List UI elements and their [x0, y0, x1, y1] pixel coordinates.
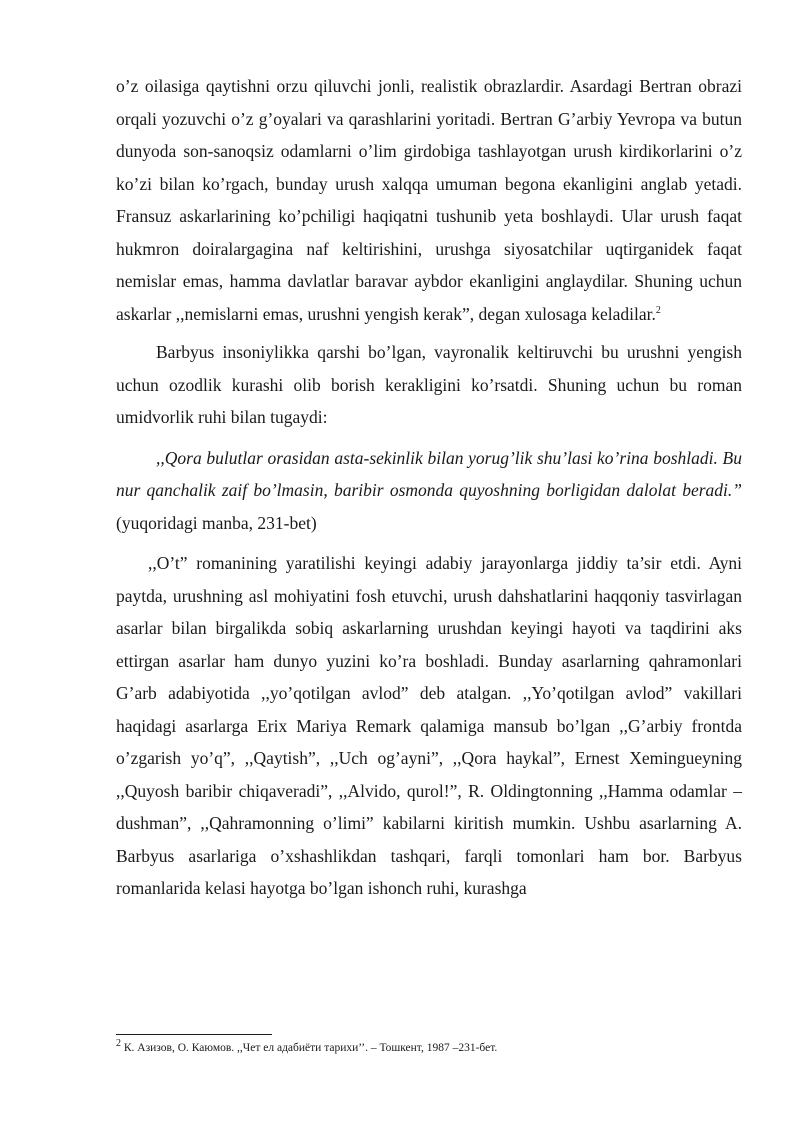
- footnote-separator: [116, 1034, 272, 1035]
- body-text: [116, 70, 742, 905]
- paragraph-2: Barbyus insoniylikka qarshi bo’lgan, vayronalik keltiruvchi bu urushni yengish uchun ozodlik kurashi olib borish kerakligini ko’rsatdi. Shuning uchun bu roman umidvorlik ruhi bilan tugaydi:: [116, 342, 742, 427]
- quote-paragraph: [116, 442, 742, 540]
- paragraph-1-text: o’z oilasiga qaytishni orzu qiluvchi jonli, realistik obrazlardir. Asardagi Bertran obrazi orqali yozuvchi o’z g’oyalari va qarashlarini yoritadi. Bertran G’arbiy Yevropa va butun dunyoda son-sanoqsiz odamlarni o’lim girdobiga tashlayotgan urush kirdikorlarini o’z ko’zi bilan ko’rgach, bunday urush xalqqa umuman begona ekanligini anglab yetadi. Fransuz askarlarining ko’pchiligi haqiqatni tushunib yeta boshlaydi. Ular urush faqat hukmron doiralargagina naf keltirishini, urushga siyosatchilar uqtirganidek faqat nemislar emas, hamma davlatlar baravar aybdor ekanligini anglaydilar. Shuning uchun askarlar ,,nemislarni emas, urushni yengish kerak”, degan xulosaga keladilar.: [116, 76, 742, 324]
- footnote: [116, 1038, 742, 1055]
- quote-text: ,,Qora bulutlar orasidan asta-sekinlik bilan yorug’lik shu’lasi ko’rina boshladi. Bu nur qanchalik zaif bo’lmasin, baribir osmonda quyoshning borligidan dalolat beradi.”: [116, 447, 742, 500]
- paragraph-4: ,,O’t” romanining yaratilishi keyingi adabiy jarayonlarga jiddiy ta’sir etdi. Ayni paytda, urushning asl mohiyatini fosh etuvchi, urush dahshatlarini haqqoniy tasvirlagan asarlar bilan birgalikda sobiq askarlarning urushdan keyingi hayoti va taqdirini aks ettirgan asarlar ham dunyo yuzini ko’ra boshladi. Bunday asarlarning qahramonlari G’arb adabiyotida ,,yo’qotilgan avlod” deb atalgan. ,,Yo’qotilgan avlod” vakillari haqidagi asarlarga Erix Mariya Remark qalamiga mansub bo’lgan ,,G’arbiy frontda o’zgarish yo’q”, ,,Qaytish”, ,,Uch og’ayni”, ,,Qora haykal”, Ernest Xemingueyning ,,Quyosh baribir chiqaveradi”, ,,Alvido, qurol!”, R. Oldingtonning ,,Hamma odamlar – dushman”, ,,Qahramonning o’limi” kabilarni kiritish mumkin. Ushbu asarlarning A. Barbyus asarlariga o’xshashlikdan tashqari, farqli tomonlari ham bor. Barbyus romanlarida kelasi hayotga bo’lgan ishonch ruhi, kurashga: [116, 553, 742, 898]
- footnote-text: К. Азизов, О. Каюмов. ,,Чет ел адабиёти тарихи’’. – Тошкент, 1987 –231-бет.: [121, 1042, 498, 1054]
- quote-source: (yuqoridagi manba, 231-bet): [116, 512, 317, 533]
- footnote-reference: 2: [655, 304, 661, 316]
- paragraph-1: [116, 70, 742, 330]
- footnote-number: 2: [116, 1038, 121, 1050]
